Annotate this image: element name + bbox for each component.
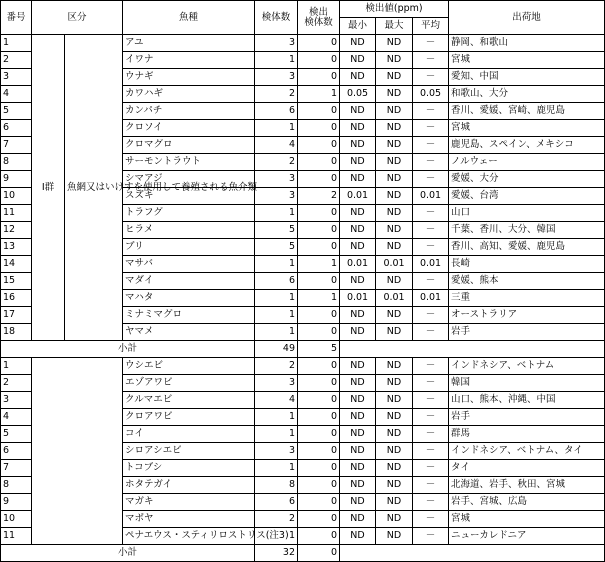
avg-cell: 0.01 bbox=[413, 256, 449, 273]
samples-cell: 1 bbox=[255, 205, 298, 222]
max-cell: ND bbox=[376, 239, 413, 256]
detected-cell: 0 bbox=[298, 273, 340, 290]
min-cell: ND bbox=[340, 137, 376, 154]
row-number: 5 bbox=[1, 103, 32, 120]
min-cell: 0.01 bbox=[340, 290, 376, 307]
species-cell: ブリ bbox=[123, 239, 255, 256]
group2-subtotal-blank bbox=[340, 545, 605, 562]
detected-cell: 0 bbox=[298, 120, 340, 137]
species-cell: クルマエビ bbox=[123, 392, 255, 409]
detected-cell: 0 bbox=[298, 392, 340, 409]
row-number: 18 bbox=[1, 324, 32, 341]
min-cell: ND bbox=[340, 392, 376, 409]
species-cell: マサバ bbox=[123, 256, 255, 273]
group1-subtotal-label: 小計 bbox=[1, 341, 255, 358]
min-cell: ND bbox=[340, 477, 376, 494]
species-cell: カンパチ bbox=[123, 103, 255, 120]
row-number: 6 bbox=[1, 120, 32, 137]
row-number: 7 bbox=[1, 460, 32, 477]
row-number: 6 bbox=[1, 443, 32, 460]
header-species: 魚種 bbox=[123, 1, 255, 35]
samples-cell: 1 bbox=[255, 256, 298, 273]
detected-cell: 0 bbox=[298, 324, 340, 341]
min-cell: ND bbox=[340, 443, 376, 460]
max-cell: ND bbox=[376, 494, 413, 511]
avg-cell: － bbox=[413, 511, 449, 528]
detected-cell: 0 bbox=[298, 222, 340, 239]
row-number: 4 bbox=[1, 409, 32, 426]
avg-cell: － bbox=[413, 239, 449, 256]
max-cell: ND bbox=[376, 171, 413, 188]
species-cell: ヒラメ bbox=[123, 222, 255, 239]
species-cell: ウナギ bbox=[123, 69, 255, 86]
header-number: 番号 bbox=[1, 1, 32, 35]
max-cell: ND bbox=[376, 426, 413, 443]
row-number: 16 bbox=[1, 290, 32, 307]
min-cell: ND bbox=[340, 69, 376, 86]
origin-cell: インドネシア、ベトナム、タイ bbox=[449, 443, 605, 460]
samples-cell: 1 bbox=[255, 528, 298, 545]
header-row-1 bbox=[1, 1, 605, 18]
detected-cell: 0 bbox=[298, 358, 340, 375]
row-number: 5 bbox=[1, 426, 32, 443]
samples-cell: 1 bbox=[255, 120, 298, 137]
header-detected-values: 検出値(ppm) bbox=[340, 1, 449, 18]
species-cell: トラフグ bbox=[123, 205, 255, 222]
samples-cell: 6 bbox=[255, 103, 298, 120]
samples-cell: 1 bbox=[255, 426, 298, 443]
species-cell: マボヤ bbox=[123, 511, 255, 528]
species-cell: マダイ bbox=[123, 273, 255, 290]
samples-cell: 3 bbox=[255, 69, 298, 86]
species-cell: マガキ bbox=[123, 494, 255, 511]
detected-cell: 0 bbox=[298, 426, 340, 443]
avg-cell: － bbox=[413, 154, 449, 171]
samples-cell: 3 bbox=[255, 171, 298, 188]
samples-cell: 1 bbox=[255, 290, 298, 307]
row-number: 10 bbox=[1, 188, 32, 205]
max-cell: ND bbox=[376, 205, 413, 222]
origin-cell: オーストラリア bbox=[449, 307, 605, 324]
samples-cell: 3 bbox=[255, 375, 298, 392]
row-number: 2 bbox=[1, 52, 32, 69]
min-cell: 0.01 bbox=[340, 188, 376, 205]
row-number: 14 bbox=[1, 256, 32, 273]
detected-cell: 0 bbox=[298, 171, 340, 188]
min-cell: ND bbox=[340, 358, 376, 375]
detected-cell: 0 bbox=[298, 511, 340, 528]
min-cell: ND bbox=[340, 171, 376, 188]
origin-cell: 山口 bbox=[449, 205, 605, 222]
samples-cell: 5 bbox=[255, 222, 298, 239]
detected-cell: 0 bbox=[298, 494, 340, 511]
max-cell: ND bbox=[376, 154, 413, 171]
table-row bbox=[1, 35, 605, 52]
row-number: 17 bbox=[1, 307, 32, 324]
samples-cell: 3 bbox=[255, 443, 298, 460]
detected-cell: 0 bbox=[298, 239, 340, 256]
species-cell: アユ bbox=[123, 35, 255, 52]
samples-cell: 1 bbox=[255, 307, 298, 324]
min-cell: ND bbox=[340, 375, 376, 392]
detected-cell: 1 bbox=[298, 86, 340, 103]
species-cell: コイ bbox=[123, 426, 255, 443]
max-cell: ND bbox=[376, 409, 413, 426]
detected-cell: 0 bbox=[298, 154, 340, 171]
origin-cell: 千葉、香川、大分、韓国 bbox=[449, 222, 605, 239]
detected-cell: 0 bbox=[298, 477, 340, 494]
avg-cell: 0.01 bbox=[413, 188, 449, 205]
origin-cell: 香川、高知、愛媛、鹿児島 bbox=[449, 239, 605, 256]
origin-cell: タイ bbox=[449, 460, 605, 477]
min-cell: 0.01 bbox=[340, 256, 376, 273]
species-cell: ウシエビ bbox=[123, 358, 255, 375]
origin-cell: 群馬 bbox=[449, 426, 605, 443]
species-cell: スズキ bbox=[123, 188, 255, 205]
row-number: 8 bbox=[1, 154, 32, 171]
row-number: 2 bbox=[1, 375, 32, 392]
avg-cell: － bbox=[413, 392, 449, 409]
min-cell: ND bbox=[340, 494, 376, 511]
group2-subtotal-detected: 0 bbox=[298, 545, 340, 562]
max-cell: ND bbox=[376, 188, 413, 205]
samples-cell: 2 bbox=[255, 358, 298, 375]
max-cell: ND bbox=[376, 477, 413, 494]
min-cell: ND bbox=[340, 222, 376, 239]
samples-cell: 1 bbox=[255, 409, 298, 426]
max-cell: ND bbox=[376, 86, 413, 103]
min-cell: ND bbox=[340, 103, 376, 120]
origin-cell: 愛媛、熊本 bbox=[449, 273, 605, 290]
row-number: 11 bbox=[1, 205, 32, 222]
species-cell: イワナ bbox=[123, 52, 255, 69]
group1-subtotal-samples: 49 bbox=[255, 341, 298, 358]
avg-cell: － bbox=[413, 426, 449, 443]
origin-cell: ノルウェー bbox=[449, 154, 605, 171]
avg-cell: － bbox=[413, 103, 449, 120]
row-number: 1 bbox=[1, 358, 32, 375]
species-cell: エゾアワビ bbox=[123, 375, 255, 392]
origin-cell: 三重 bbox=[449, 290, 605, 307]
max-cell: ND bbox=[376, 307, 413, 324]
species-cell: ホタテガイ bbox=[123, 477, 255, 494]
species-cell: ミナミマグロ bbox=[123, 307, 255, 324]
group1-subtotal-row bbox=[1, 341, 605, 358]
max-cell: ND bbox=[376, 35, 413, 52]
max-cell: ND bbox=[376, 273, 413, 290]
avg-cell: － bbox=[413, 120, 449, 137]
header-max: 最大 bbox=[376, 18, 413, 35]
row-number: 7 bbox=[1, 137, 32, 154]
samples-cell: 6 bbox=[255, 494, 298, 511]
avg-cell: － bbox=[413, 307, 449, 324]
species-cell: クロマグロ bbox=[123, 137, 255, 154]
origin-cell: 長崎 bbox=[449, 256, 605, 273]
samples-cell: 2 bbox=[255, 86, 298, 103]
detected-cell: 2 bbox=[298, 188, 340, 205]
max-cell: ND bbox=[376, 324, 413, 341]
max-cell: ND bbox=[376, 392, 413, 409]
header-samples: 検体数 bbox=[255, 1, 298, 35]
detected-cell: 1 bbox=[298, 256, 340, 273]
species-cell: ヤマメ bbox=[123, 324, 255, 341]
species-cell: ペナエウス・スティリロストリス(注3) bbox=[123, 528, 255, 545]
avg-cell: － bbox=[413, 443, 449, 460]
min-cell: ND bbox=[340, 239, 376, 256]
samples-cell: 4 bbox=[255, 137, 298, 154]
species-cell: トコブシ bbox=[123, 460, 255, 477]
detected-cell: 0 bbox=[298, 443, 340, 460]
origin-cell: 岩手 bbox=[449, 409, 605, 426]
row-number: 13 bbox=[1, 239, 32, 256]
species-cell: サーモントラウト bbox=[123, 154, 255, 171]
max-cell: ND bbox=[376, 222, 413, 239]
group2-body bbox=[1, 358, 605, 562]
max-cell: ND bbox=[376, 120, 413, 137]
min-cell: ND bbox=[340, 35, 376, 52]
avg-cell: － bbox=[413, 528, 449, 545]
group1-subtotal-blank bbox=[340, 341, 605, 358]
min-cell: ND bbox=[340, 52, 376, 69]
samples-cell: 1 bbox=[255, 460, 298, 477]
origin-cell: 愛知、中国 bbox=[449, 69, 605, 86]
avg-cell: － bbox=[413, 324, 449, 341]
max-cell: ND bbox=[376, 460, 413, 477]
samples-cell: 1 bbox=[255, 52, 298, 69]
species-cell: クロアワビ bbox=[123, 409, 255, 426]
row-number: 11 bbox=[1, 528, 32, 545]
origin-cell: 岩手 bbox=[449, 324, 605, 341]
samples-cell: 4 bbox=[255, 392, 298, 409]
row-number: 3 bbox=[1, 392, 32, 409]
origin-cell: 香川、愛媛、宮崎、鹿児島 bbox=[449, 103, 605, 120]
max-cell: ND bbox=[376, 137, 413, 154]
samples-cell: 6 bbox=[255, 273, 298, 290]
row-number: 9 bbox=[1, 494, 32, 511]
avg-cell: － bbox=[413, 52, 449, 69]
avg-cell: 0.05 bbox=[413, 86, 449, 103]
detected-cell: 1 bbox=[298, 290, 340, 307]
group2-subtotal-samples: 32 bbox=[255, 545, 298, 562]
row-number: 10 bbox=[1, 511, 32, 528]
origin-cell: ニューカレドニア bbox=[449, 528, 605, 545]
origin-cell: 愛媛、台湾 bbox=[449, 188, 605, 205]
min-cell: 0.05 bbox=[340, 86, 376, 103]
header-detected-line2: 検体数 bbox=[304, 16, 333, 28]
detected-cell: 0 bbox=[298, 460, 340, 477]
min-cell: ND bbox=[340, 205, 376, 222]
min-cell: ND bbox=[340, 511, 376, 528]
header-origin: 出荷地 bbox=[449, 1, 605, 35]
origin-cell: 愛媛、大分 bbox=[449, 171, 605, 188]
avg-cell: 0.01 bbox=[413, 290, 449, 307]
category-label: 魚網又はいけすを使用して養殖される魚介類 bbox=[65, 35, 123, 341]
origin-cell: インドネシア、ベトナム bbox=[449, 358, 605, 375]
avg-cell: － bbox=[413, 494, 449, 511]
max-cell: ND bbox=[376, 511, 413, 528]
origin-cell: 宮城 bbox=[449, 120, 605, 137]
samples-cell: 5 bbox=[255, 239, 298, 256]
samples-cell: 3 bbox=[255, 35, 298, 52]
max-cell: 0.01 bbox=[376, 256, 413, 273]
header-min: 最小 bbox=[340, 18, 376, 35]
row-number: 4 bbox=[1, 86, 32, 103]
detected-cell: 0 bbox=[298, 103, 340, 120]
origin-cell: 宮城 bbox=[449, 52, 605, 69]
avg-cell: － bbox=[413, 273, 449, 290]
species-cell: マハタ bbox=[123, 290, 255, 307]
group-label: Ⅰ群 bbox=[32, 35, 65, 341]
detected-cell: 0 bbox=[298, 307, 340, 324]
detected-cell: 0 bbox=[298, 409, 340, 426]
min-cell: ND bbox=[340, 154, 376, 171]
species-cell: クロソイ bbox=[123, 120, 255, 137]
detected-cell: 0 bbox=[298, 205, 340, 222]
row-number: 3 bbox=[1, 69, 32, 86]
min-cell: ND bbox=[340, 426, 376, 443]
origin-cell: 韓国 bbox=[449, 375, 605, 392]
origin-cell: 岩手、宮城、広島 bbox=[449, 494, 605, 511]
row-number: 8 bbox=[1, 477, 32, 494]
header-category: 区分 bbox=[32, 1, 123, 35]
group1-body bbox=[1, 35, 605, 358]
detected-cell: 0 bbox=[298, 528, 340, 545]
group2-subtotal-label: 小計 bbox=[1, 545, 255, 562]
species-cell: シロアシエビ bbox=[123, 443, 255, 460]
row-number: 1 bbox=[1, 35, 32, 52]
max-cell: ND bbox=[376, 358, 413, 375]
row-number: 15 bbox=[1, 273, 32, 290]
max-cell: 0.01 bbox=[376, 290, 413, 307]
min-cell: ND bbox=[340, 460, 376, 477]
avg-cell: － bbox=[413, 375, 449, 392]
detected-cell: 0 bbox=[298, 375, 340, 392]
samples-cell: 2 bbox=[255, 154, 298, 171]
group1-subtotal-detected: 5 bbox=[298, 341, 340, 358]
avg-cell: － bbox=[413, 171, 449, 188]
min-cell: ND bbox=[340, 324, 376, 341]
min-cell: ND bbox=[340, 273, 376, 290]
row-number: 12 bbox=[1, 222, 32, 239]
samples-cell: 1 bbox=[255, 324, 298, 341]
detected-cell: 0 bbox=[298, 52, 340, 69]
detected-cell: 0 bbox=[298, 137, 340, 154]
group-label-blank bbox=[32, 358, 123, 545]
max-cell: ND bbox=[376, 103, 413, 120]
avg-cell: － bbox=[413, 358, 449, 375]
header-detected-line1: 検出 bbox=[309, 6, 329, 18]
min-cell: ND bbox=[340, 307, 376, 324]
origin-cell: 宮城 bbox=[449, 511, 605, 528]
group2-subtotal-row bbox=[1, 545, 605, 562]
table-row bbox=[1, 358, 605, 375]
detected-cell: 0 bbox=[298, 69, 340, 86]
origin-cell: 和歌山、大分 bbox=[449, 86, 605, 103]
avg-cell: － bbox=[413, 222, 449, 239]
max-cell: ND bbox=[376, 375, 413, 392]
samples-cell: 3 bbox=[255, 188, 298, 205]
origin-cell: 鹿児島、スペイン、メキシコ bbox=[449, 137, 605, 154]
header-avg: 平均 bbox=[413, 18, 449, 35]
avg-cell: － bbox=[413, 460, 449, 477]
min-cell: ND bbox=[340, 409, 376, 426]
row-number: 9 bbox=[1, 171, 32, 188]
avg-cell: － bbox=[413, 477, 449, 494]
min-cell: ND bbox=[340, 120, 376, 137]
avg-cell: － bbox=[413, 205, 449, 222]
samples-cell: 2 bbox=[255, 511, 298, 528]
header-detected bbox=[298, 1, 340, 35]
species-cell: カワハギ bbox=[123, 86, 255, 103]
max-cell: ND bbox=[376, 52, 413, 69]
samples-cell: 8 bbox=[255, 477, 298, 494]
avg-cell: － bbox=[413, 35, 449, 52]
species-cell: シマアジ bbox=[123, 171, 255, 188]
avg-cell: － bbox=[413, 409, 449, 426]
origin-cell: 静岡、和歌山 bbox=[449, 35, 605, 52]
max-cell: ND bbox=[376, 69, 413, 86]
avg-cell: － bbox=[413, 137, 449, 154]
min-cell: ND bbox=[340, 528, 376, 545]
detected-cell: 0 bbox=[298, 35, 340, 52]
origin-cell: 北海道、岩手、秋田、宮城 bbox=[449, 477, 605, 494]
origin-cell: 山口、熊本、沖縄、中国 bbox=[449, 392, 605, 409]
max-cell: ND bbox=[376, 443, 413, 460]
max-cell: ND bbox=[376, 528, 413, 545]
avg-cell: － bbox=[413, 69, 449, 86]
